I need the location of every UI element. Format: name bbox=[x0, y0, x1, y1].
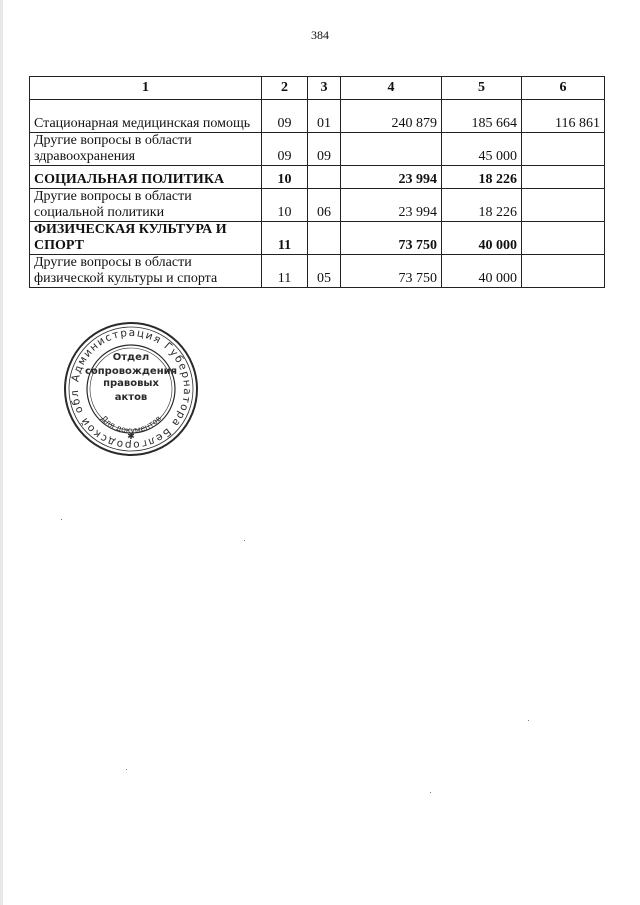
table-row-section-total bbox=[30, 166, 605, 189]
official-stamp bbox=[62, 320, 200, 458]
stamp-ring-text: Администрация Губернатора Белгородской обл bbox=[68, 326, 194, 452]
row-value-5: 18 226 bbox=[442, 189, 522, 222]
row-section: 11 bbox=[262, 222, 308, 255]
row-section: 09 bbox=[262, 100, 308, 133]
row-name: ФИЗИЧЕСКАЯ КУЛЬТУРА И СПОРТ bbox=[30, 222, 262, 255]
row-value-6 bbox=[522, 133, 605, 166]
row-value-6 bbox=[522, 166, 605, 189]
row-subsection: 06 bbox=[308, 189, 341, 222]
scan-speck bbox=[528, 720, 529, 721]
row-value-4: 23 994 bbox=[341, 189, 442, 222]
row-value-6 bbox=[522, 189, 605, 222]
row-value-4: 240 879 bbox=[341, 100, 442, 133]
row-value-5: 185 664 bbox=[442, 100, 522, 133]
table-header-row bbox=[30, 77, 605, 100]
row-value-4: 73 750 bbox=[341, 255, 442, 288]
row-subsection: 01 bbox=[308, 100, 341, 133]
header-col-5: 5 bbox=[442, 77, 522, 100]
row-value-5: 45 000 bbox=[442, 133, 522, 166]
row-value-6: 116 861 bbox=[522, 100, 605, 133]
row-name: Другие вопросы в области здравоохранения bbox=[30, 133, 262, 166]
header-col-2: 2 bbox=[262, 77, 308, 100]
row-value-6 bbox=[522, 255, 605, 288]
scan-speck bbox=[430, 792, 431, 793]
table-row bbox=[30, 255, 605, 288]
stamp-center-line-4: актов bbox=[114, 392, 148, 403]
stamp-star-icon: ✱ bbox=[127, 432, 135, 442]
row-section: 10 bbox=[262, 166, 308, 189]
header-col-4: 4 bbox=[341, 77, 442, 100]
table-row-section-total bbox=[30, 222, 605, 255]
header-col-3: 3 bbox=[308, 77, 341, 100]
row-name: СОЦИАЛЬНАЯ ПОЛИТИКА bbox=[30, 166, 262, 189]
row-section: 10 bbox=[262, 189, 308, 222]
row-value-6 bbox=[522, 222, 605, 255]
stamp-center-line-2: сопровождения bbox=[84, 366, 178, 377]
scan-speck bbox=[61, 519, 62, 520]
stamp-bottom-text: Для документов bbox=[98, 413, 164, 435]
page-number: 384 bbox=[311, 28, 329, 42]
row-name: Стационарная медицинская помощь bbox=[30, 100, 262, 133]
row-subsection bbox=[308, 166, 341, 189]
row-value-5: 18 226 bbox=[442, 166, 522, 189]
row-value-5: 40 000 bbox=[442, 222, 522, 255]
row-section: 09 bbox=[262, 133, 308, 166]
row-value-4: 23 994 bbox=[341, 166, 442, 189]
row-section: 11 bbox=[262, 255, 308, 288]
row-value-5: 40 000 bbox=[442, 255, 522, 288]
row-name: Другие вопросы в области физической культуры и спорта bbox=[30, 255, 262, 288]
budget-table bbox=[29, 76, 605, 288]
header-col-1: 1 bbox=[30, 77, 262, 100]
row-value-4: 73 750 bbox=[341, 222, 442, 255]
row-name: Другие вопросы в области социальной политики bbox=[30, 189, 262, 222]
scan-speck bbox=[126, 769, 127, 770]
row-subsection bbox=[308, 222, 341, 255]
stamp-seal-icon bbox=[62, 320, 200, 458]
header-col-6: 6 bbox=[522, 77, 605, 100]
scan-speck bbox=[244, 540, 245, 541]
stamp-center-line-3: правовых bbox=[103, 378, 159, 389]
row-subsection: 05 bbox=[308, 255, 341, 288]
table-row bbox=[30, 133, 605, 166]
row-value-4 bbox=[341, 133, 442, 166]
row-subsection: 09 bbox=[308, 133, 341, 166]
table-row bbox=[30, 100, 605, 133]
stamp-center-line-1: Отдел bbox=[112, 352, 150, 363]
scan-edge bbox=[0, 0, 3, 905]
table-row bbox=[30, 189, 605, 222]
